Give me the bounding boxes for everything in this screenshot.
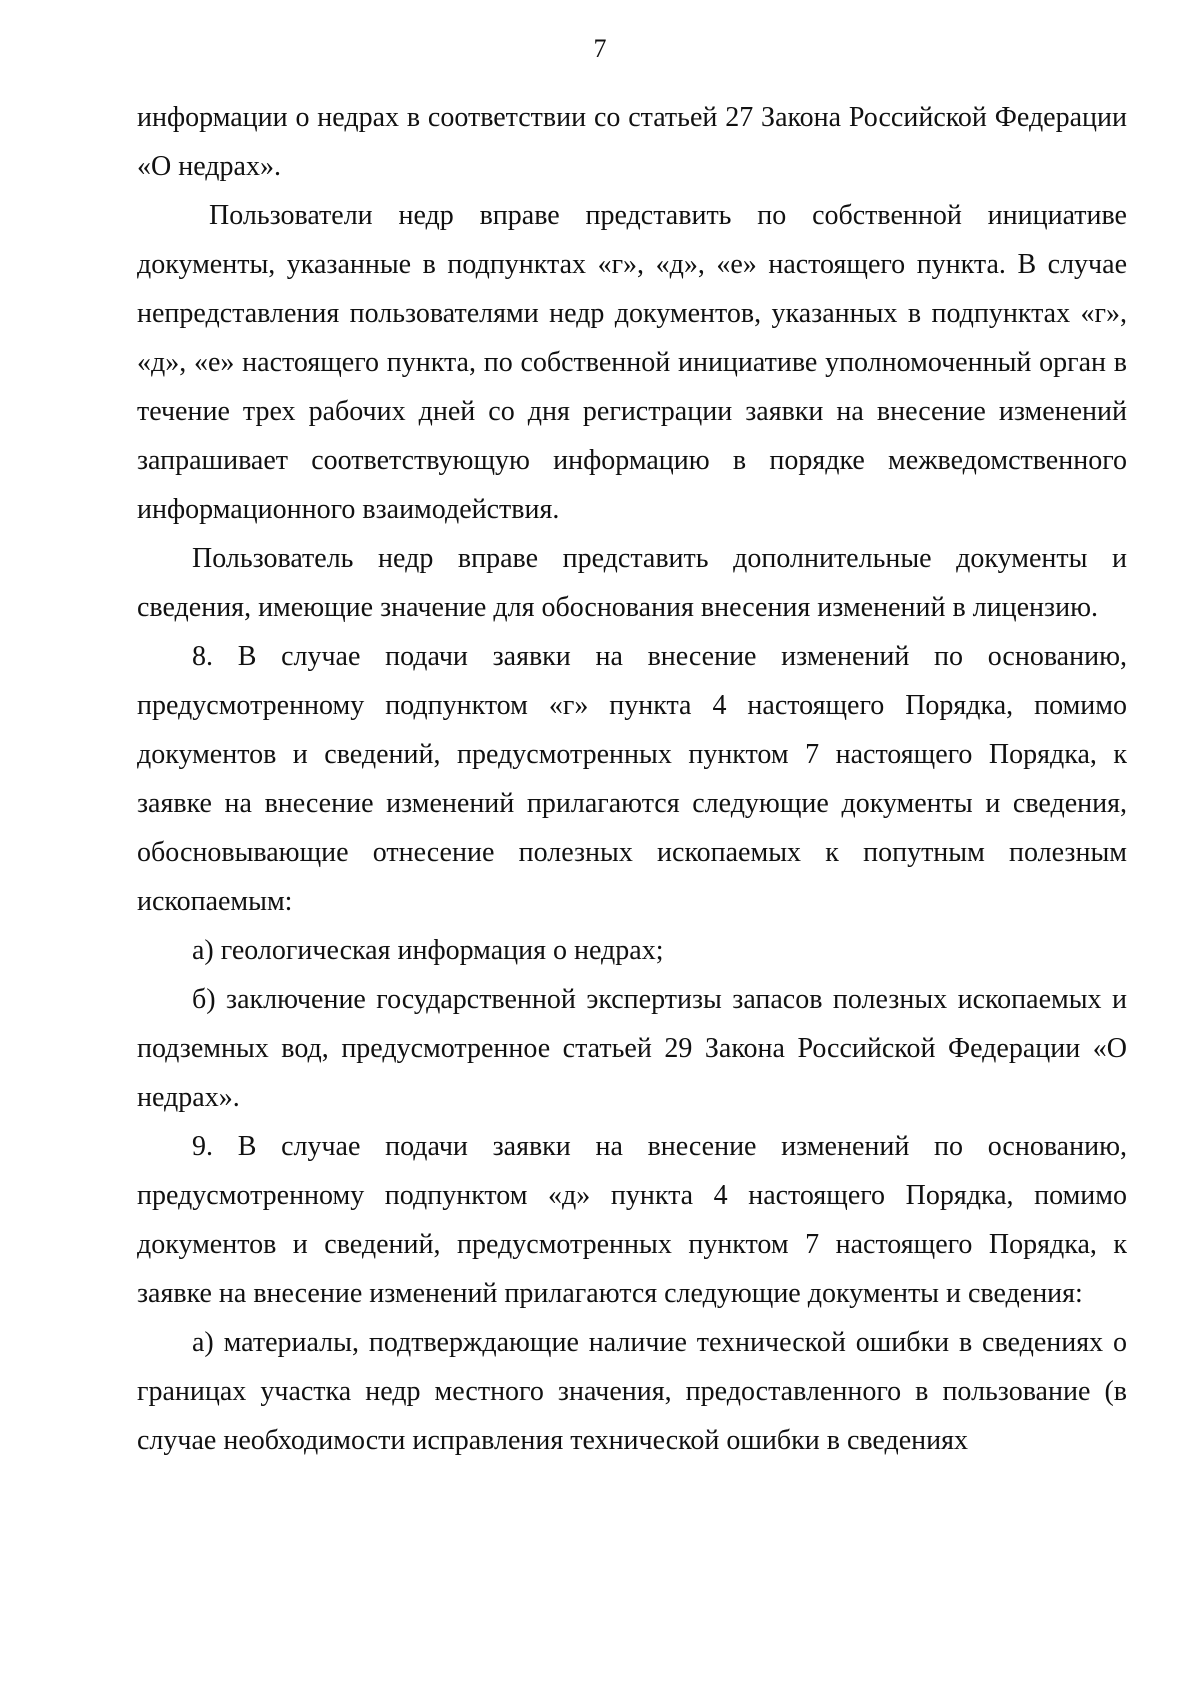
paragraph-item-8-b: б) заключение государственной экспертизы запасов полезных ископаемых и подземных вод, предусмотренное статьей 29 Закона Российской Федерации «О недрах».	[137, 984, 1127, 1113]
paragraph-item-8-a: а) геологическая информация о недрах;	[192, 935, 664, 966]
paragraph-continuation: информации о недрах в соответствии со статьей 27 Закона Российской Федерации «О недрах».	[137, 102, 1127, 182]
page-number: 7	[593, 34, 607, 63]
paragraph-initiative: Пользователи недр вправе представить по собственной инициативе документы, указанные в подпунктах «г», «д», «е» настоящего пункта. В случае непредставления пользователями недр документов, указанных в подпунктах «г», «д», «е» настоящего пункта, по собственной инициативе уполномоченный орган в течение трех рабочих дней со дня регистрации заявки на внесение изменений запрашивает соответствующую информацию в порядке межведомственного информационного взаимодействия.	[137, 200, 1127, 525]
paragraph-additional-documents: Пользователь недр вправе представить дополнительные документы и сведения, имеющие значение для обоснования внесения изменений в лицензию.	[137, 543, 1127, 623]
paragraph-item-8: 8. В случае подачи заявки на внесение изменений по основанию, предусмотренному подпунктом «г» пункта 4 настоящего Порядка, помимо документов и сведений, предусмотренных пунктом 7 настоящего Порядка, к заявке на внесение изменений прилагаются следующие документы и сведения, обосновывающие отнесение полезных ископаемых к попутным полезным ископаемым:	[137, 641, 1127, 917]
document-body	[137, 93, 1127, 1465]
paragraph-item-9: 9. В случае подачи заявки на внесение изменений по основанию, предусмотренному подпунктом «д» пункта 4 настоящего Порядка, помимо документов и сведений, предусмотренных пунктом 7 настоящего Порядка, к заявке на внесение изменений прилагаются следующие документы и сведения:	[137, 1131, 1127, 1309]
paragraph-item-9-a: а) материалы, подтверждающие наличие технической ошибки в сведениях о границах участка недр местного значения, предоставленного в пользование (в случае необходимости исправления технической ошибки в сведениях	[137, 1327, 1127, 1456]
